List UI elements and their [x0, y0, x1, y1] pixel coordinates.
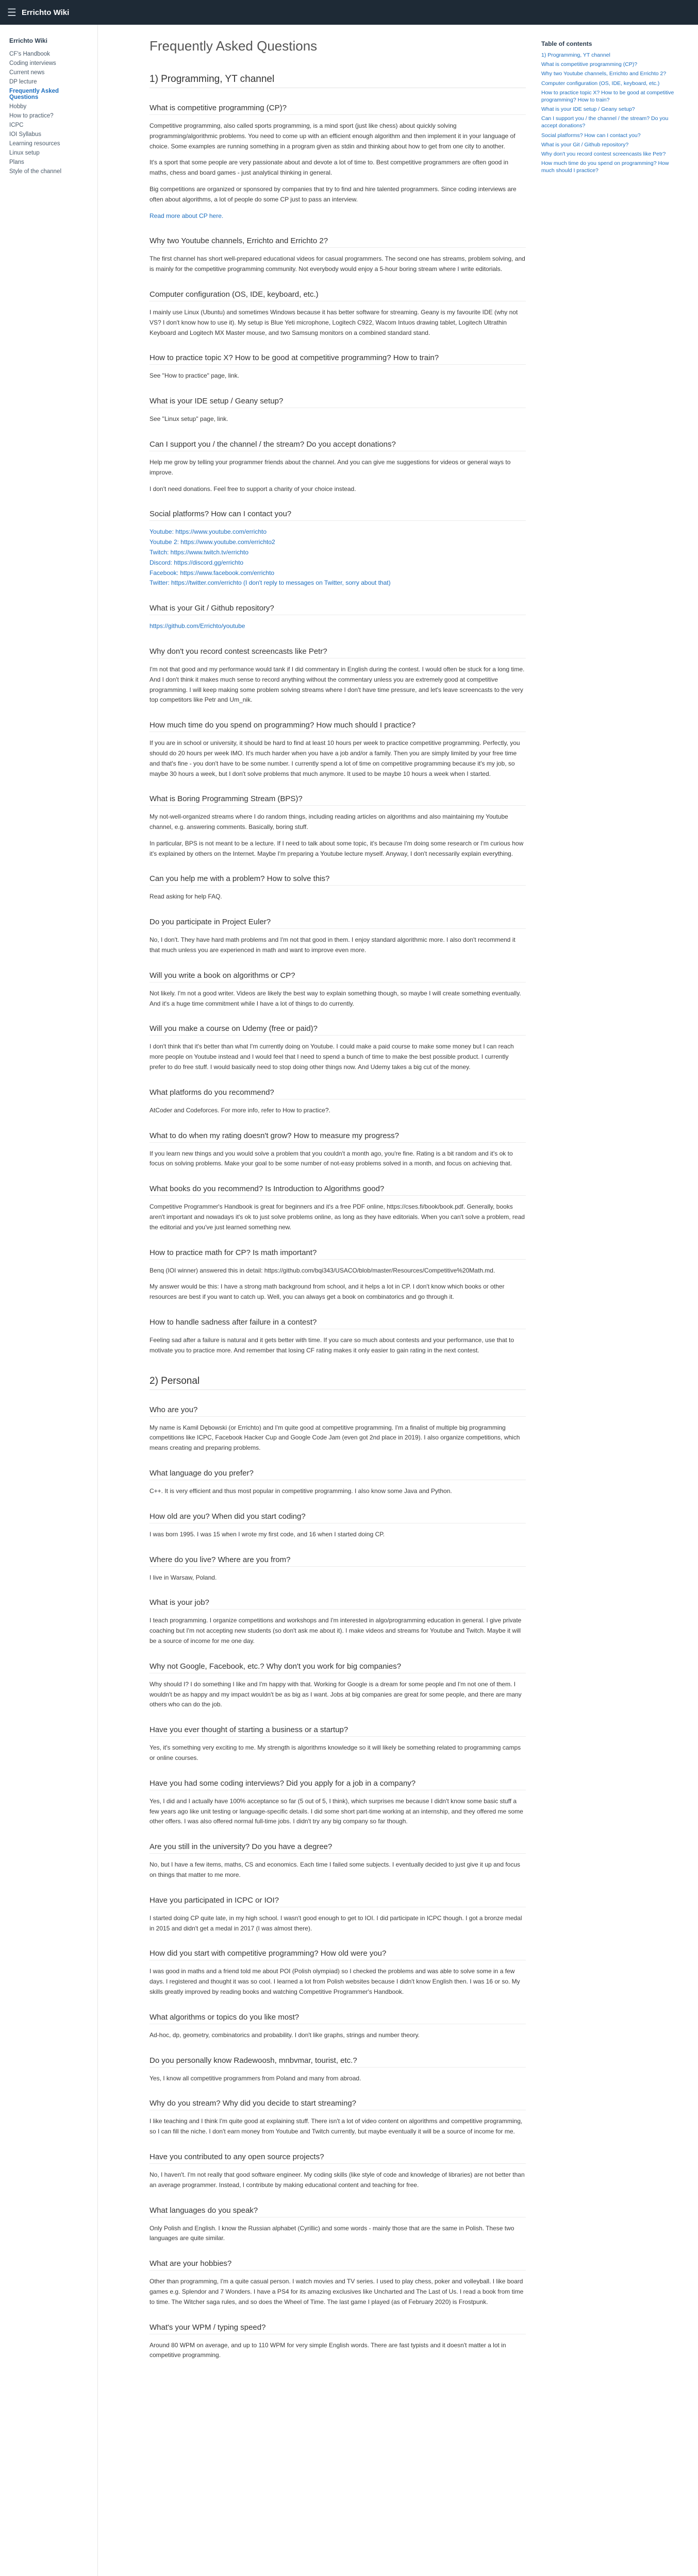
answer-text: Yes, it's something very exciting to me. My strength is algorithms knowledge so it will likely be something related to programming camps or online courses.	[149, 1744, 521, 1761]
toc-item[interactable]: Social platforms? How can I contact you?	[541, 132, 641, 139]
question-heading: Have you had some coding interviews? Did you apply for a job in a company?	[149, 1779, 526, 1790]
question-heading: What is your Git / Github repository?	[149, 604, 526, 615]
toc-item[interactable]: Can I support you / the channel / the stream? Do you accept donations?	[541, 115, 669, 129]
question-heading: Can I support you / the channel / the stream? Do you accept donations?	[149, 440, 526, 451]
answer-text: I teach programming. I organize competitions and workshops and I'm interested in algo/programming education in general. I give private coaching but I'm not accepting new students (so don't ask me about it). I make videos and streams for Youtube and Twitch. Maybe it will be a source of income for me one day.	[149, 1617, 522, 1645]
social-link[interactable]: Discord: https://discord.gg/errichto	[149, 558, 244, 566]
answer-text: Big competitions are organized or sponsored by companies that try to find and hire talented programmers. Since coding interviews are often about algorithms, a lot of people do some CP just to pass an interview.	[149, 185, 517, 203]
question-heading: What to do when my rating doesn't grow? How to measure my progress?	[149, 1131, 526, 1143]
question-heading: How to practice math for CP? Is math important?	[149, 1248, 526, 1260]
sidebar-title[interactable]: Errichto Wiki	[9, 37, 47, 44]
social-link[interactable]: Facebook: https://www.facebook.com/errichto	[149, 569, 275, 577]
toc-item[interactable]: What is competitive programming (CP)?	[541, 61, 638, 68]
answer-text: I don't need donations. Feel free to support a charity of your choice instead.	[149, 485, 356, 493]
answer-text: I live in Warsaw, Poland.	[149, 1573, 217, 1581]
table-of-contents	[541, 25, 680, 175]
answer-text: If you are in school or university, it should be hard to find at least 10 hours per week to practice competitive programming. Perfectly, you should do 20 hours per week IMO. It's much harder when you have a job and/or a family. Then you are simply limited by your free time and that's fine - you don't have to be some number. I currently spend a lot of time on competitive programming because it's my job, so maybe 30 hours a week, but I don't solve problems that much anymore. It used to be maybe 10 hours a week when I started.	[149, 739, 520, 777]
question-heading: What is your IDE setup / Geany setup?	[149, 397, 526, 408]
question-heading: How did you start with competitive programming? How old were you?	[149, 1949, 526, 1960]
question-heading: Why do you stream? Why did you decide to start streaming?	[149, 2099, 526, 2110]
answer-text: I like teaching and I think I'm quite good at explaining stuff. There isn't a lot of video content on algorithms and competitive programming, so I can fill the niche. I don't earn money from Youtube and Twitch currently, but maybe eventually it will be a source of income for me.	[149, 2117, 523, 2136]
social-link[interactable]: Twitter: https://twitter.com/errichto (I don't reply to messages on Twitter, sorry about that)	[149, 579, 391, 587]
sidebar-item[interactable]: How to practice?	[9, 113, 54, 119]
sidebar-item[interactable]: Linux setup	[9, 150, 40, 156]
question-heading: What language do you prefer?	[149, 1469, 526, 1480]
main-content	[149, 25, 526, 2367]
answer-text: My not-well-organized streams where I do random things, including reading articles on algorithms and also maintaining my Youtube channel, e.g. answering comments. Basically, boring stuff.	[149, 813, 508, 831]
question-heading: Can you help me with a problem? How to solve this?	[149, 874, 526, 886]
answer-text: C++. It is very efficient and thus most popular in competitive programming. I also know some Java and Python.	[149, 1487, 452, 1495]
question-heading: What's your WPM / typing speed?	[149, 2323, 526, 2334]
hamburger-icon[interactable]: ☰	[7, 6, 16, 19]
question-heading: How to practice topic X? How to be good at competitive programming? How to train?	[149, 353, 526, 365]
answer-text: Other than programming, I'm a quite casual person. I watch movies and TV series. I used to play chess, poker and volleyball. I like board games e.g. Splendor and 7 Wonders. I have a PS4 for its amazing exclusives like Uncharted and The Last of Us. I read a book from time to time. The Witcher saga rules, and so does the Wheel of Time. The last game I played (as of February 2020) is Frostpunk.	[149, 2278, 524, 2306]
question-heading: How much time do you spend on programming? How much should I practice?	[149, 721, 526, 732]
answer-text: Not likely. I'm not a good writer. Videos are likely the best way to explain something though, so maybe I will create something eventually. And it's a huge time commitment while I have a lot of things to do currently.	[149, 989, 521, 1007]
question-heading: Where do you live? Where are you from?	[149, 1555, 526, 1567]
answer-text: Benq (IOI winner) answered this in detail: https://github.com/bqi343/USACO/blob/master/Resources/Competitive%20Math.md.	[149, 1266, 495, 1274]
sidebar-item[interactable]: Coding interviews	[9, 60, 56, 66]
sidebar-item[interactable]: DP lecture	[9, 79, 37, 85]
github-link[interactable]: https://github.com/Errichto/youtube	[149, 622, 245, 630]
sidebar-item[interactable]: IOI Syllabus	[9, 131, 41, 138]
answer-text: I mainly use Linux (Ubuntu) and sometimes Windows because it has better software for streaming. Geany is my favourite IDE (why not VS? I don't know how to use it). My setup is Blue Yeti microphone, Logitech C922, Wacom Intuos drawing tablet, Logitech Ultrathin Keyboard and Logitech MX Master mouse, and two Samsung monitors on a combined standard stand.	[149, 308, 518, 336]
answer-text: I was good in maths and a friend told me about POI (Polish olympiad) so I checked the problems and was able to solve some in a few days. I registered and thought it was so cool. I learned a lot from Polish websites because I didn't know English then. I was 16 or so. My skills greatly improved by reading books and watching Competitive Programmer's Handbook.	[149, 1968, 520, 1995]
sidebar-item[interactable]: Current news	[9, 70, 45, 76]
question-heading: What are your hobbies?	[149, 2259, 526, 2270]
sidebar-item[interactable]: Hobby	[9, 104, 27, 110]
question-heading: What platforms do you recommend?	[149, 1088, 526, 1099]
answer-text: Feeling sad after a failure is natural and it gets better with time. If you care so much about contests and your performance, use that to motivate you to practice more. And remember that losing CF rating makes it only easier to gain rating in the next contest.	[149, 1336, 514, 1354]
answer-text: If you learn new things and you would solve a problem that you couldn't a month ago, you're fine. Rating is a bit random and it's ok to focus on solving problems. Make your goal to be some number of not-easy problems solved in a month, and focus on achieving that.	[149, 1149, 513, 1167]
question-heading: How to handle sadness after failure in a contest?	[149, 1318, 526, 1329]
social-link[interactable]: Twitch: https://www.twitch.tv/errichto	[149, 548, 249, 556]
answer-text: Yes, I know all competitive programmers from Poland and many from abroad.	[149, 2074, 361, 2082]
site-brand[interactable]: Errichto Wiki	[21, 8, 70, 17]
sidebar-item[interactable]: ICPC	[9, 122, 24, 128]
question-heading: Have you ever thought of starting a business or a startup?	[149, 1725, 526, 1737]
toc-title: Table of contents	[541, 40, 592, 47]
question-heading: Why not Google, Facebook, etc.? Why don't you work for big companies?	[149, 1662, 526, 1673]
answer-text: My answer would be this: I have a strong math background from school, and it helps a lot in CP. I don't know which books or other resources are best if you want to catch up. Well, you can always get a book on combinatorics and go through it.	[149, 1283, 505, 1301]
answer-text: I'm not that good and my performance would tank if I did commentary in English during the contest. I would often be stuck for a long time. And I don't think it makes much sense to record anything without the commentary unless you are extremely good at competitive programming. I will keep making some problem solving streams where I don't have time pressure, and let's leave screencasts to the very top competitors like Petr and Um_nik.	[149, 665, 525, 704]
answer-text: The first channel has short well-prepared educational videos for casual programmers. The second one has streams, problem solving, and is mainly for the competitive programming community. Not everybody would enjoy a 5-hour boring stream where I write editorials.	[149, 255, 525, 273]
question-heading: Do you participate in Project Euler?	[149, 918, 526, 929]
question-heading: Do you personally know Radewoosh, mnbvmar, tourist, etc.?	[149, 2056, 526, 2067]
question-heading: Social platforms? How can I contact you?	[149, 510, 526, 521]
answer-text: I don't think that it's better than what I'm currently doing on Youtube. I could make a paid course to make some money but I can reach more people on Youtube instead and I would feel that I need to spend a bunch of time to make the best possible product. I currently prefer to do free stuff. I would basically need to stop doing other things now. And Udemy takes a big cut of the money.	[149, 1043, 514, 1071]
toc-item[interactable]: Why two Youtube channels, Errichto and Errichto 2?	[541, 71, 667, 77]
answer-text: My name is Kamil Dębowski (or Errichto) and I'm quite good at competitive programming. I'm a finalist of multiple big programming competitions like ICPC, Facebook Hacker Cup and Google Code Jam (even got 2nd place in 2019). I also organize competitions, which means creating and preparing problems.	[149, 1423, 520, 1452]
social-link[interactable]: Youtube 2: https://www.youtube.com/errichto2	[149, 538, 275, 546]
answer-text: I started doing CP quite late, in my high school. I wasn't good enough to get to IOI. I did participate in ICPC though. I got a bronze medal in 2015 and didn't get a medal in 2017 (I was almost there).	[149, 1914, 522, 1932]
answer-text: Help me grow by telling your programmer friends about the channel. And you can give me suggestions for videos or general ways to improve.	[149, 458, 511, 476]
sidebar	[0, 25, 98, 2576]
top-bar	[0, 0, 698, 25]
sidebar-item-active[interactable]: Frequently Asked Questions	[9, 88, 59, 100]
answer-text: No, I haven't. I'm not really that good software engineer. My coding skills (like style of code and knowledge of libraries) are not better than an average programmer. Instead, I contribute by making educational content and teaching for free.	[149, 2171, 525, 2189]
section-heading: 2) Personal	[149, 1376, 526, 1390]
question-heading: How old are you? When did you start coding?	[149, 1512, 526, 1523]
sidebar-item[interactable]: Learning resources	[9, 141, 60, 147]
answer-text: No, I don't. They have hard math problems and I'm not that good in them. I enjoy standard algorithmic more. I also don't recommend it that much unless you are experienced in math and want to improve even more.	[149, 936, 516, 954]
question-heading: Computer configuration (OS, IDE, keyboard, etc.)	[149, 290, 526, 301]
question-heading: Will you make a course on Udemy (free or paid)?	[149, 1024, 526, 1036]
question-heading: Why don't you record contest screencasts like Petr?	[149, 647, 526, 658]
question-heading: Why two Youtube channels, Errichto and Errichto 2?	[149, 236, 526, 248]
toc-item[interactable]: What is your Git / Github repository?	[541, 141, 629, 148]
answer-text: I was born 1995. I was 15 when I wrote my first code, and 16 when I started doing CP.	[149, 1530, 385, 1538]
answer-text: Ad-hoc, dp, geometry, combinatorics and probability. I don't like graphs, strings and number theory.	[149, 2031, 420, 2039]
page-title: Frequently Asked Questions	[149, 38, 318, 54]
answer-text: AtCoder and Codeforces. For more info, refer to How to practice?.	[149, 1106, 330, 1114]
question-heading: What books do you recommend? Is Introduction to Algorithms good?	[149, 1184, 526, 1196]
answer-text: Why should I? I do something I like and I'm happy with that. Working for Google is a dream for some people and I'm not one of them. I wouldn't be as happy and my impact wouldn't be as big as I want. Jobs at big companies are great for some people, and there are many others who can do the job.	[149, 1680, 522, 1708]
answer-text: Only Polish and English. I know the Russian alphabet (Cyrillic) and some words - mainly those that are the same in Polish. These two languages are quite similar.	[149, 2224, 514, 2242]
answer-text: Read asking for help FAQ.	[149, 893, 222, 901]
answer-text: Around 80 WPM on average, and up to 110 WPM for very simple English words. There are fast typists and it doesn't matter a lot in competitive programming.	[149, 2341, 506, 2359]
question-heading: Will you write a book on algorithms or CP?	[149, 971, 526, 982]
toc-item[interactable]: 1) Programming, YT channel	[541, 52, 610, 58]
question-heading: Have you participated in ICPC or IOI?	[149, 1896, 526, 1907]
question-heading: What algorithms or topics do you like most?	[149, 2013, 526, 2024]
sidebar-item[interactable]: CF's Handbook	[9, 51, 50, 57]
answer-text: Yes, I did and I actually have 100% acceptance so far (5 out of 5, I think), which surprises me because I didn't know some basic stuff a few years ago like unit testing or language-specific details. I did some short part-time working at an internship, and they offered me some other offers. I was also offered normal full-time jobs. I didn't try any big company so far though.	[149, 1797, 523, 1825]
answer-text: Competitive programming, also called sports programming, is a mind sport (just like chess) about quickly solving programming/algorithmic problems. You need to come up with an efficient enough algorithm and then implement it in your language of choice. Some examples are running something in a program given as stdin and thinking about how to get from one city to another.	[149, 122, 516, 150]
page-wrapper	[0, 25, 698, 2576]
answer-text: No, but I have a few items, maths, CS and economics. Each time I failed some subjects. I eventually decided to just give it up and focus on things that matter to me more.	[149, 1861, 521, 1878]
toc-item[interactable]: Why don't you record contest screencasts like Petr?	[541, 150, 666, 157]
toc-item[interactable]: What is your IDE setup / Geany setup?	[541, 106, 635, 113]
question-heading: Who are you?	[149, 1405, 526, 1417]
question-heading: What is competitive programming (CP)?	[149, 104, 526, 115]
sidebar-item[interactable]: Plans	[9, 159, 24, 165]
question-heading: What is your job?	[149, 1598, 526, 1609]
question-heading: Have you contributed to any open source projects?	[149, 2153, 526, 2164]
question-heading: What is Boring Programming Stream (BPS)?	[149, 794, 526, 806]
social-link[interactable]: Youtube: https://www.youtube.com/errichto	[149, 528, 267, 536]
answer-text: See "How to practice" page, link.	[149, 372, 239, 380]
toc-item[interactable]: How to practice topic X? How to be good at competitive programming? How to train?	[541, 89, 674, 103]
read-more-link[interactable]: Read more about CP here.	[149, 212, 224, 219]
toc-item[interactable]: Computer configuration (OS, IDE, keyboard, etc.)	[541, 80, 660, 87]
answer-text: Competitive Programmer's Handbook is great for beginners and it's a free PDF online, https://cses.fi/book/book.pdf. Generally, books aren't important and nowadays it's ok to just solve problems online, as long as they have editorials. When you can't solve a problem, read the editorial and you've just learned something new.	[149, 1203, 525, 1231]
answer-text: In particular, BPS is not meant to be a lecture. If I need to talk about some topic, it's because I'm doing some research or I'm curious how it's explained by others on the Internet. Maybe I'm preparing a Youtube lecture myself. Anyway, I don't necessarily explain everything.	[149, 839, 524, 857]
answer-text: See "Linux setup" page, link.	[149, 415, 228, 423]
question-heading: Are you still in the university? Do you have a degree?	[149, 1842, 526, 1854]
toc-item[interactable]: How much time do you spend on programming? How much should I practice?	[541, 160, 669, 174]
sidebar-item[interactable]: Style of the channel	[9, 168, 62, 175]
question-heading: What languages do you speak?	[149, 2206, 526, 2217]
section-heading: 1) Programming, YT channel	[149, 74, 526, 88]
answer-text: It's a sport that some people are very passionate about and devote a lot of time to. Best competitive programmers are often good in maths, chess and board games - just analytical thinking in general.	[149, 159, 509, 177]
